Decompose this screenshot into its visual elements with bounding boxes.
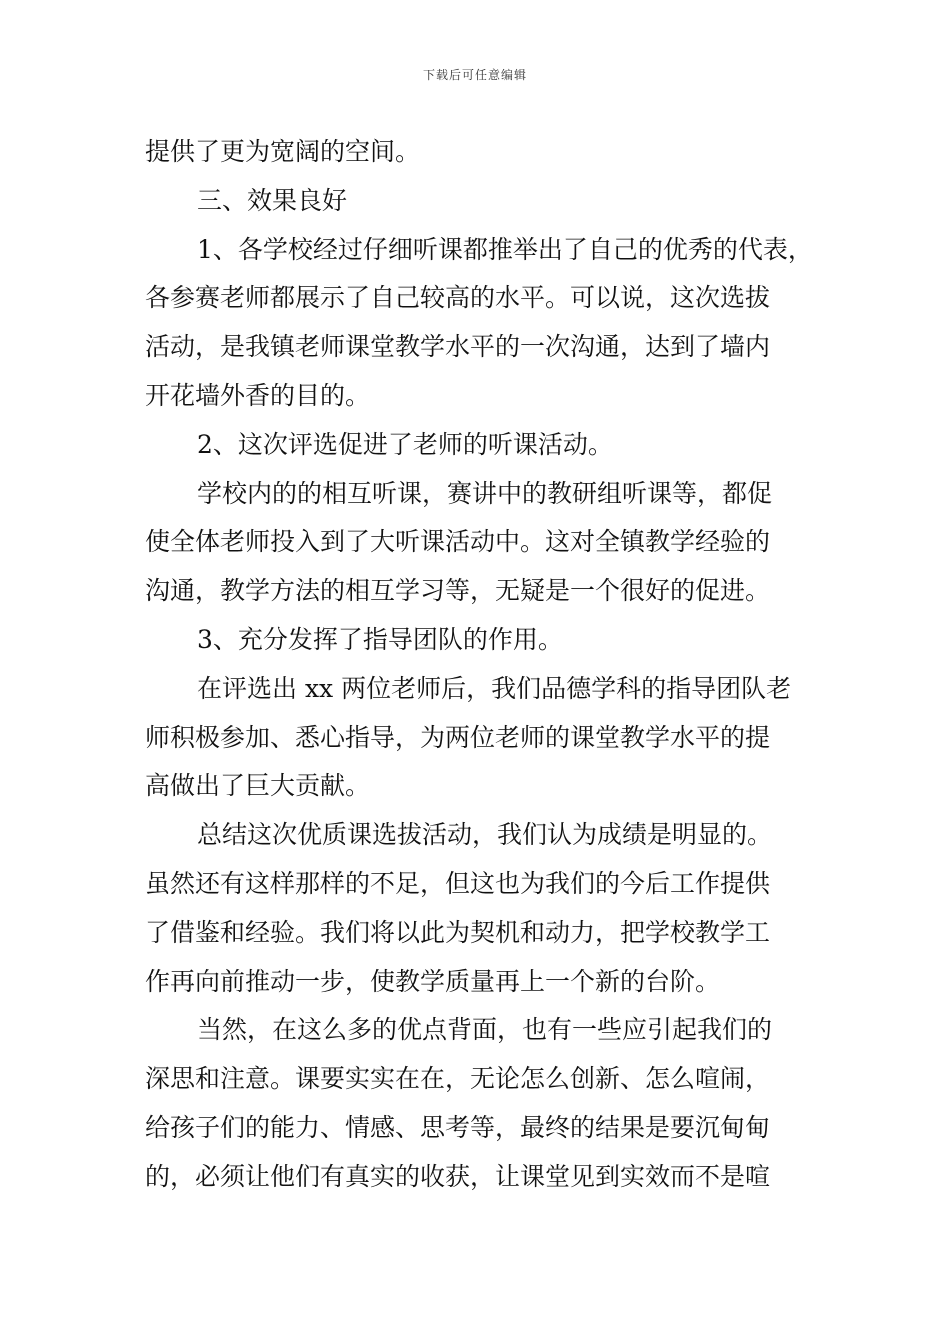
text-line: 给孩子们的能力、情感、思考等，最终的结果是要沉甸甸 — [145, 1112, 771, 1142]
text-line: 当然，在这么多的优点背面，也有一些应引起我们的 — [197, 1015, 773, 1045]
text-line: 开花墙外香的目的。 — [145, 380, 371, 410]
text-line: 高做出了巨大贡献。 — [145, 771, 371, 801]
text-line: 学校内的的相互听课，赛讲中的教研组听课等，都促 — [197, 478, 773, 508]
text-line: 的，必须让他们有真实的收获，让课堂见到实效而不是喧 — [145, 1161, 771, 1191]
text-line: 活动，是我镇老师课堂教学水平的一次沟通，达到了墙内 — [145, 332, 771, 362]
section-heading: 三、效果良好 — [197, 185, 348, 215]
text-line: 虽然还有这样那样的不足，但这也为我们的今后工作提供 — [145, 868, 771, 898]
text-line: 师积极参加、悉心指导，为两位老师的课堂教学水平的提 — [145, 722, 771, 752]
text-line: 3、充分发挥了指导团队的作用。 — [197, 624, 563, 654]
text-line: 作再向前推动一步，使教学质量再上一个新的台阶。 — [145, 966, 721, 996]
text-line: 1、各学校经过仔细听课都推举出了自己的优秀的代表， — [197, 234, 813, 264]
text-line: 了借鉴和经验。我们将以此为契机和动力，把学校教学工 — [145, 917, 771, 947]
text-line: 在评选出 xx 两位老师后，我们品德学科的指导团队老 — [197, 673, 792, 703]
text-line: 提供了更为宽阔的空间。 — [145, 137, 421, 166]
text-line: 2、这次评选促进了老师的听课活动。 — [197, 429, 613, 459]
document-body — [145, 128, 815, 1202]
text-line: 各参赛老师都展示了自己较高的水平。可以说，这次选拔 — [145, 283, 771, 313]
text-line: 总结这次优质课选拔活动，我们认为成绩是明显的。 — [197, 820, 773, 850]
text-line: 使全体老师投入到了大听课活动中。这对全镇教学经验的 — [145, 527, 771, 557]
page-header-note: 下载后可任意编辑 — [422, 68, 527, 82]
text-line: 沟通，教学方法的相互学习等，无疑是一个很好的促进。 — [145, 576, 771, 606]
text-line: 深思和注意。课要实实在在，无论怎么创新、怎么喧闹， — [145, 1064, 771, 1094]
